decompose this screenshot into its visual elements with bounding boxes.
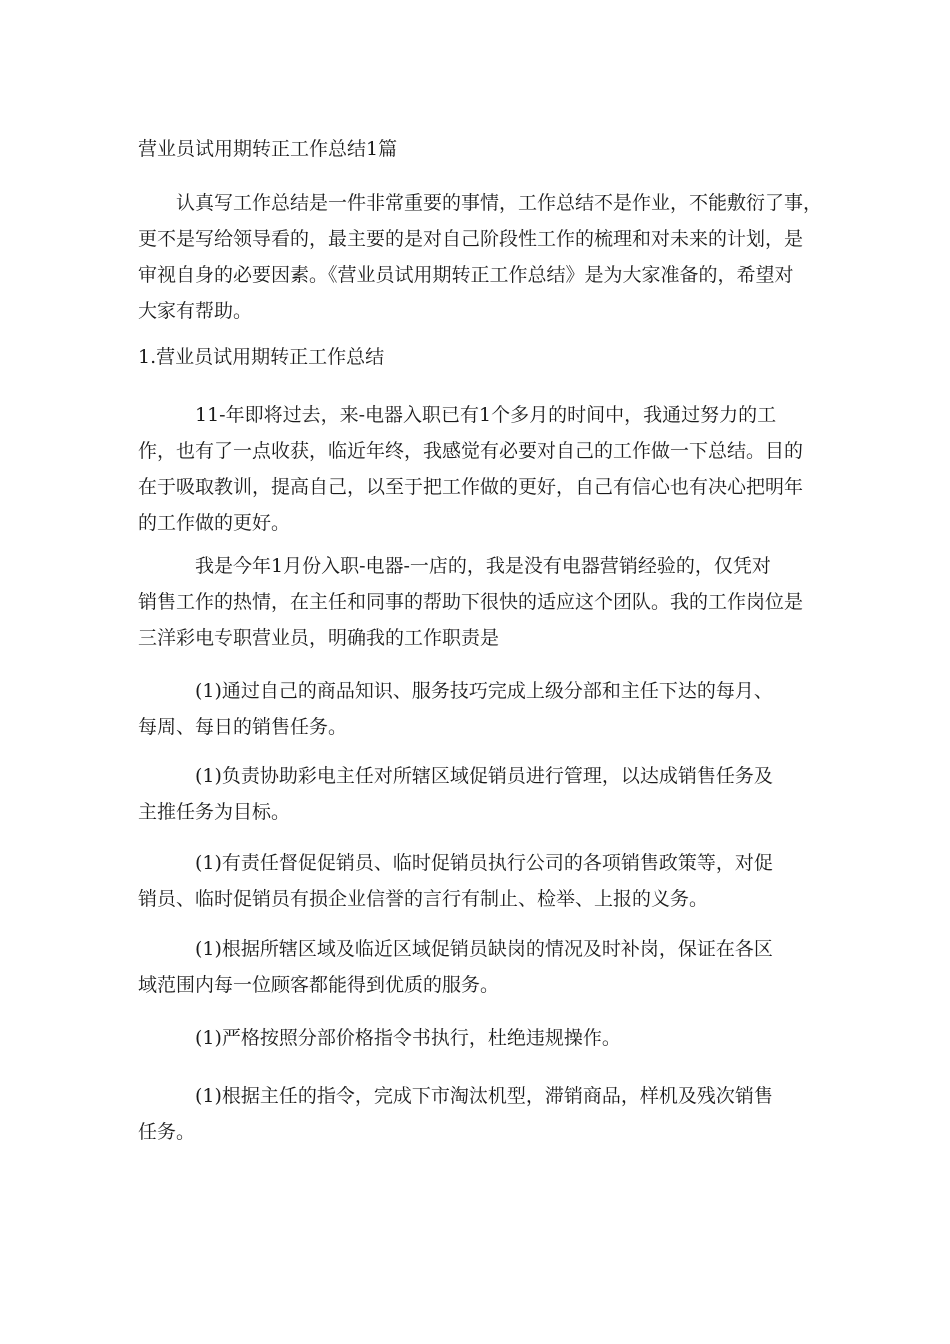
text-line: 1.营业员试用期转正工作总结	[138, 346, 385, 368]
text-line: (1)严格按照分部价格指令书执行，杜绝违规操作。	[138, 1027, 621, 1049]
text-line: 在于吸取教训，提高自己，以至于把工作做的更好，自己有信心也有决心把明年	[138, 476, 804, 498]
text-line: 作，也有了一点收获，临近年终，我感觉有必要对自己的工作做一下总结。目的	[138, 440, 804, 462]
text-line: 销员、临时促销员有损企业信誉的言行有制止、检举、上报的义务。	[138, 888, 709, 910]
text-line: (1)根据所辖区域及临近区域促销员缺岗的情况及时补岗，保证在各区	[138, 938, 773, 960]
text-line: 三洋彩电专职营业员，明确我的工作职责是	[138, 627, 500, 649]
duty-item-1	[138, 673, 818, 745]
section-heading	[138, 339, 818, 375]
body-paragraph-1	[138, 397, 818, 541]
text-line: 销售工作的热情，在主任和同事的帮助下很快的适应这个团队。我的工作岗位是	[138, 591, 804, 613]
text-line: 更不是写给领导看的，最主要的是对自己阶段性工作的梳理和对未来的计划，是	[138, 228, 804, 250]
text-line: 主推任务为目标。	[138, 801, 291, 823]
text-line: 的工作做的更好。	[138, 512, 291, 534]
duty-item-5	[138, 1020, 818, 1056]
text-line: 营业员试用期转正工作总结1篇	[138, 138, 398, 160]
text-line: 我是今年1月份入职-电器-一店的，我是没有电器营销经验的，仅凭对	[138, 555, 771, 577]
text-line: (1)根据主任的指令，完成下市淘汰机型，滞销商品，样机及残次销售	[138, 1085, 773, 1107]
document-title	[138, 131, 818, 167]
text-line: 审视自身的必要因素。《营业员试用期转正工作总结》是为大家准备的，希望对	[138, 264, 794, 286]
duty-item-3	[138, 845, 818, 917]
text-line: (1)负责协助彩电主任对所辖区域促销员进行管理，以达成销售任务及	[138, 765, 773, 787]
intro-paragraph	[138, 185, 823, 329]
text-line: 大家有帮助。	[138, 300, 253, 322]
text-line: 任务。	[138, 1121, 196, 1143]
duty-item-2	[138, 758, 818, 830]
text-line: 每周、每日的销售任务。	[138, 716, 348, 738]
duty-item-6	[138, 1078, 818, 1150]
text-line: 11-年即将过去，来-电器入职已有1个多月的时间中，我通过努力的工	[138, 404, 777, 426]
body-paragraph-2	[138, 548, 818, 656]
text-line: (1)通过自己的商品知识、服务技巧完成上级分部和主任下达的每月、	[138, 680, 773, 702]
text-line: (1)有责任督促促销员、临时促销员执行公司的各项销售政策等，对促	[138, 852, 773, 874]
duty-item-4	[138, 931, 818, 1003]
text-line: 域范围内每一位顾客都能得到优质的服务。	[138, 974, 500, 996]
text-line: 认真写工作总结是一件非常重要的事情，工作总结不是作业，不能敷衍了事，	[138, 192, 823, 214]
